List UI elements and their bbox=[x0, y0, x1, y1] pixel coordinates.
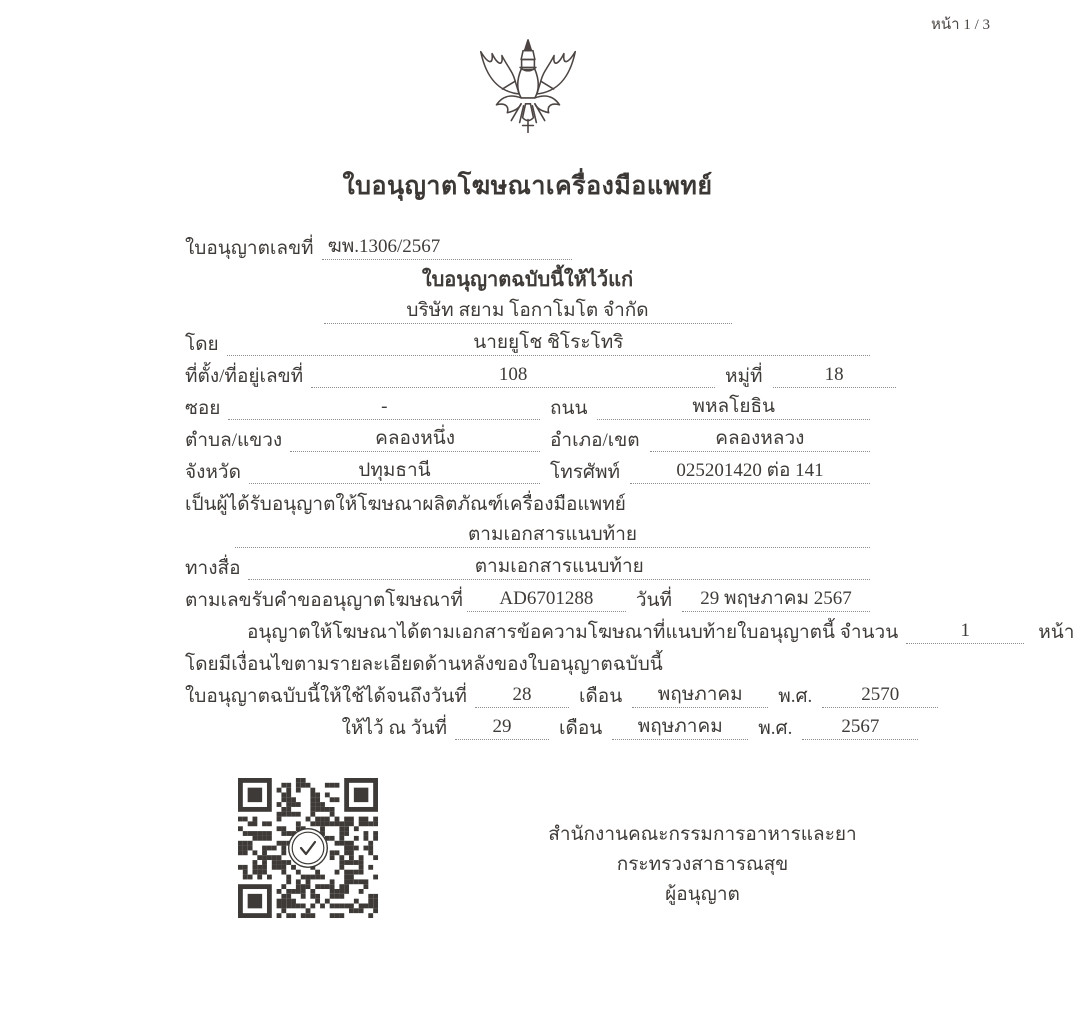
province-phone-row bbox=[185, 452, 870, 484]
authorization-statement-row bbox=[185, 484, 870, 516]
company-row bbox=[185, 292, 870, 324]
subdistrict-district-row bbox=[185, 420, 870, 452]
era-label-2: พ.ศ. bbox=[758, 718, 793, 739]
media-value: ตามเอกสารแนบท้าย bbox=[248, 555, 870, 580]
media-label: ทางสื่อ bbox=[185, 558, 241, 579]
signer-title: ผู้อนุญาต bbox=[665, 884, 740, 905]
application-date-value: 29 พฤษภาคม 2567 bbox=[682, 587, 870, 612]
month-label: เดือน bbox=[578, 686, 623, 707]
phone-value: 025201420 ต่อ 141 bbox=[630, 459, 870, 484]
application-date-label: วันที่ bbox=[635, 590, 672, 611]
district-label: อำเภอ/เขต bbox=[550, 430, 640, 451]
valid-until-month: พฤษภาคม bbox=[632, 683, 768, 708]
issued-day: 29 bbox=[455, 715, 549, 740]
company-name-value: บริษัท สยาม โอกาโมโต จำกัด bbox=[324, 299, 732, 324]
product-row bbox=[185, 516, 870, 548]
location-label: ที่ตั้ง/ที่อยู่เลขที่ bbox=[185, 366, 304, 387]
by-label: โดย bbox=[185, 334, 219, 355]
road-label: ถนน bbox=[550, 398, 588, 419]
authorization-statement: เป็นผู้ได้รับอนุญาตให้โฆษณาผลิตภัณฑ์เครื่องมือแพทย์ bbox=[185, 494, 626, 515]
location-number-value: 108 bbox=[311, 363, 715, 388]
soi-label: ซอย bbox=[185, 398, 221, 419]
pages-count-value: 1 bbox=[906, 619, 1024, 644]
subdistrict-label: ตำบล/แขวง bbox=[185, 430, 283, 451]
application-number-value: AD6701288 bbox=[467, 587, 626, 612]
era-label: พ.ศ. bbox=[778, 686, 813, 707]
garuda-emblem bbox=[185, 36, 870, 154]
conditions-text: โดยมีเงื่อนไขตามรายละเอียดด้านหลังของใบอนุญาตฉบับนี้ bbox=[185, 654, 663, 675]
issued-at-label: ให้ไว้ ณ วันที่ bbox=[341, 718, 447, 739]
district-value: คลองหลวง bbox=[650, 427, 870, 452]
issued-year: 2567 bbox=[802, 715, 918, 740]
issuing-organization: สำนักงานคณะกรรมการอาหารและยา bbox=[548, 824, 857, 845]
soi-road-row bbox=[185, 388, 870, 420]
valid-until-day: 28 bbox=[475, 683, 569, 708]
application-number-label: ตามเลขรับคำขออนุญาตโฆษณาที่ bbox=[185, 590, 463, 611]
moo-label: หมู่ที่ bbox=[725, 366, 763, 387]
license-number-row bbox=[185, 228, 870, 260]
month-label-2: เดือน bbox=[559, 718, 603, 739]
permission-text: อนุญาตให้โฆษณาได้ตามเอกสารข้อความโฆษณาที่แนบท้ายใบอนุญาตนี้ จำนวน bbox=[247, 622, 899, 643]
media-row bbox=[185, 548, 870, 580]
province-label: จังหวัด bbox=[185, 462, 241, 483]
product-value: ตามเอกสารแนบท้าย bbox=[235, 523, 870, 548]
valid-until-label: ใบอนุญาตฉบับนี้ให้ใช้ได้จนถึงวันที่ bbox=[185, 686, 467, 707]
location-row bbox=[185, 356, 870, 388]
document-body bbox=[185, 228, 1074, 740]
application-row bbox=[185, 580, 870, 612]
phone-label: โทรศัพท์ bbox=[550, 462, 621, 483]
representative-row bbox=[185, 324, 870, 356]
soi-value: - bbox=[228, 395, 540, 420]
issued-month: พฤษภาคม bbox=[612, 715, 748, 740]
document-title: ใบอนุญาตโฆษณาเครื่องมือแพทย์ bbox=[342, 173, 713, 200]
representative-value: นายยูโช ชิโระโทริ bbox=[227, 331, 870, 356]
issued-date-row bbox=[185, 708, 880, 740]
page-indicator: หน้า 1 / 3 bbox=[931, 17, 990, 33]
license-number-value: ฆพ.1306/2567 bbox=[322, 235, 572, 260]
permission-row bbox=[185, 612, 1074, 644]
province-value: ปทุมธานี bbox=[249, 459, 540, 484]
valid-until-year: 2570 bbox=[822, 683, 938, 708]
issued-to-heading bbox=[185, 260, 870, 292]
road-value: พหลโยธิน bbox=[597, 395, 870, 420]
subdistrict-value: คลองหนึ่ง bbox=[290, 427, 540, 452]
moo-value: 18 bbox=[773, 363, 896, 388]
signature-block bbox=[545, 820, 860, 910]
qr-code bbox=[238, 778, 378, 918]
issued-to-heading-text: ใบอนุญาตฉบับนี้ให้ไว้แก่ bbox=[421, 269, 634, 291]
ministry-name: กระทรวงสาธารณสุข bbox=[616, 854, 789, 875]
conditions-row bbox=[185, 644, 870, 676]
valid-until-row bbox=[185, 676, 900, 708]
pages-unit-label: หน้า bbox=[1038, 622, 1074, 643]
license-number-label: ใบอนุญาตเลขที่ bbox=[185, 238, 314, 259]
